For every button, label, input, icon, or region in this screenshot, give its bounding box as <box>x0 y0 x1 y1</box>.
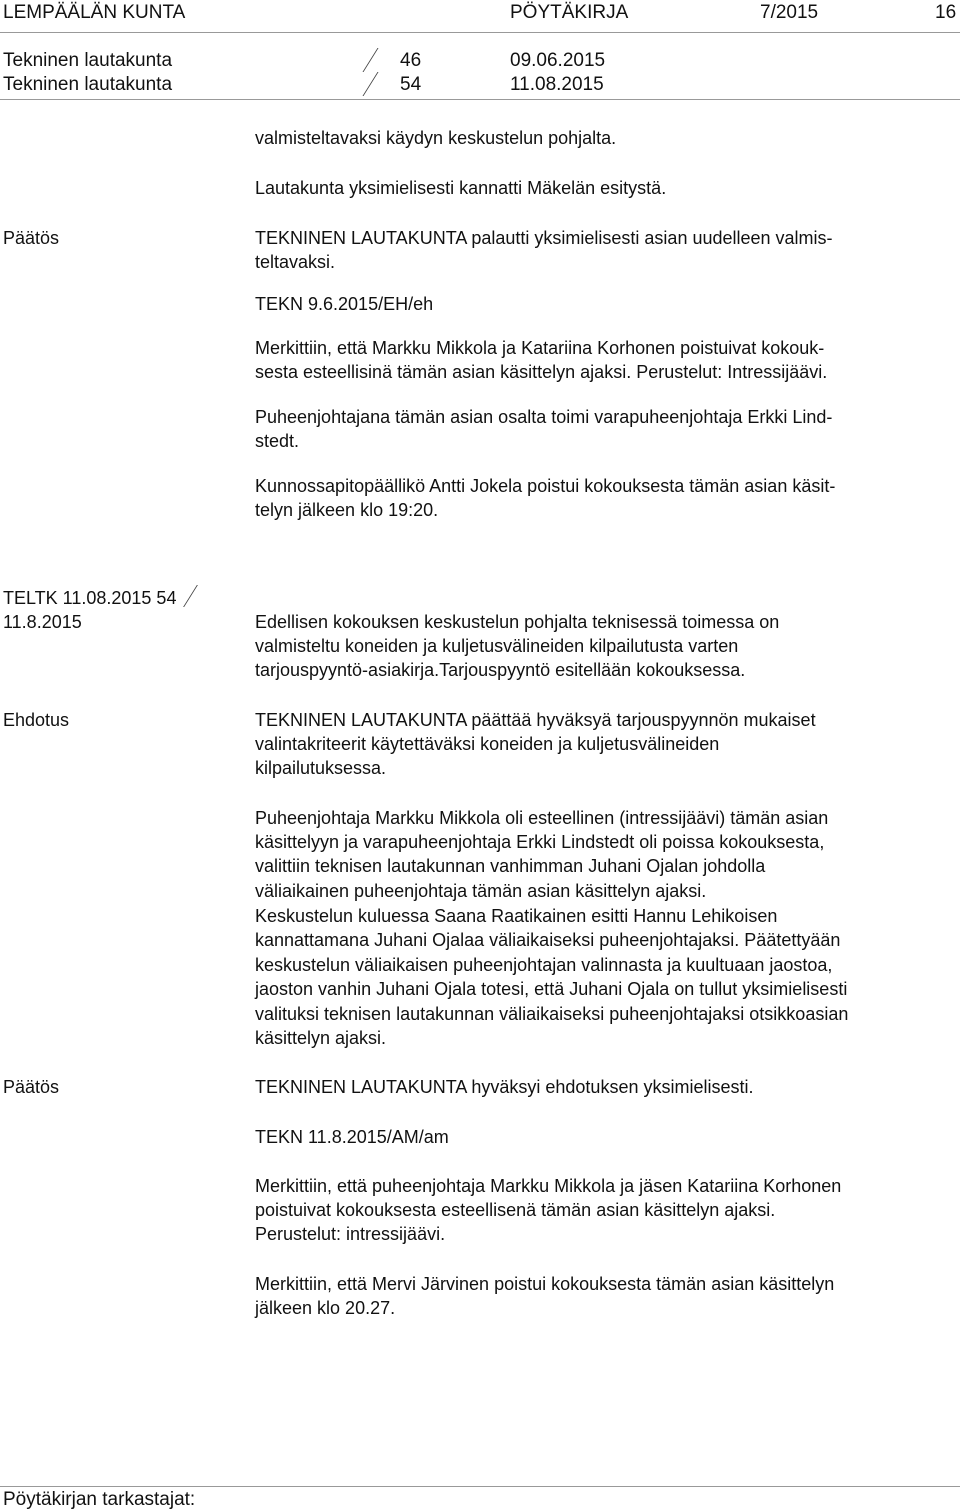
proposal-label: Ehdotus <box>3 710 70 730</box>
page-number: 16 <box>935 2 957 23</box>
prev-text-line: sesta esteellisinä tämän asian käsittelyn ajaksi. Perustelut: Intressijäävi. <box>255 362 828 382</box>
note-line: Merkittiin, että puheenjohtaja Markku Mikkola ja jäsen Katariina Korhonen <box>255 1176 842 1196</box>
background-line: valmisteltu koneiden ja kuljetusvälineiden kilpailutusta varten <box>255 636 739 656</box>
chair-line: valittiin teknisen lautakunnan vanhimman Juhani Ojalan johdolla <box>255 856 766 876</box>
chair-line: Keskustelun kuluessa Saana Raatikainen esitti Hannu Lehikoisen <box>255 906 778 926</box>
header-rule <box>0 32 960 33</box>
decision-reference: TEKN 11.8.2015/AM/am <box>255 1127 449 1147</box>
note-line: poistuivat kokouksesta esteellisenä tämän asian käsittelyn ajaksi. <box>255 1200 776 1220</box>
meta-section: 54 <box>400 74 422 95</box>
chair-line: käsittelyn ajaksi. <box>255 1028 387 1048</box>
prev-decision-label: Päätös <box>3 228 60 248</box>
proposal-line: TEKNINEN LAUTAKUNTA päättää hyväksyä tarjouspyynnön mukaiset <box>255 710 816 730</box>
item-heading: TELTK 11.08.2015 54 <box>3 588 177 608</box>
prev-text-line: Kunnossapitopäällikö Antti Jokela poistui kokouksesta tämän asian käsit- <box>255 476 836 496</box>
note-line: Merkittiin, että Mervi Järvinen poistui kokouksesta tämän asian käsittelyn <box>255 1274 835 1294</box>
municipality-name: LEMPÄÄLÄN KUNTA <box>3 2 186 23</box>
footer-rule <box>0 1486 960 1487</box>
prev-reference: TEKN 9.6.2015/EH/eh <box>255 294 434 314</box>
document-type: PÖYTÄKIRJA <box>510 2 629 23</box>
meta-date: 09.06.2015 <box>510 50 606 71</box>
meta-rule <box>0 99 960 100</box>
prev-text-line: teltavaksi. <box>255 252 336 272</box>
note-line: Perustelut: intressijäävi. <box>255 1224 446 1244</box>
prev-text-line: Lautakunta yksimielisesti kannatti Mäkelän esitystä. <box>255 178 667 198</box>
prev-text-line: Merkittiin, että Markku Mikkola ja Katariina Korhonen poistuivat kokouk- <box>255 338 825 358</box>
proposal-line: valintakriteerit käytettäväksi koneiden ja kuljetusvälineiden <box>255 734 720 754</box>
proposal-line: kilpailutuksessa. <box>255 758 387 778</box>
prev-text-line: Puheenjohtajana tämän asian osalta toimi varapuheenjohtaja Erkki Lind- <box>255 407 833 427</box>
decision-label: Päätös <box>3 1077 60 1097</box>
prev-text-line: stedt. <box>255 431 300 451</box>
meta-section: 46 <box>400 50 422 71</box>
prev-text-line: valmisteltavaksi käydyn keskustelun pohjalta. <box>255 128 617 148</box>
prev-text-line: telyn jälkeen klo 19:20. <box>255 500 439 520</box>
chair-line: valituksi teknisen lautakunnan väliaikaiseksi puheenjohtajaksi otsikkoasian <box>255 1004 849 1024</box>
meta-body: Tekninen lautakunta <box>3 74 173 95</box>
item-heading-date: 11.8.2015 <box>3 612 82 632</box>
chair-line: keskustelun väliaikaisen puheenjohtajan valinnasta ja kuultuaan jaostoa, <box>255 955 833 975</box>
meta-date: 11.08.2015 <box>510 74 604 95</box>
reviewers-label: Pöytäkirjan tarkastajat: <box>3 1489 196 1510</box>
chair-line: väliaikainen puheenjohtaja tämän asian käsittelyn ajaksi. <box>255 881 707 901</box>
section-separator <box>363 72 379 96</box>
chair-line: käsittelyyn ja varapuheenjohtaja Erkki Lindstedt oli poissa kokouksesta, <box>255 832 825 852</box>
decision-text: TEKNINEN LAUTAKUNTA hyväksyi ehdotuksen yksimielisesti. <box>255 1077 754 1097</box>
prev-text-line: TEKNINEN LAUTAKUNTA palautti yksimielisesti asian uudelleen valmis- <box>255 228 833 248</box>
chair-line: Puheenjohtaja Markku Mikkola oli esteellinen (intressijäävi) tämän asian <box>255 808 829 828</box>
chair-line: jaoston vanhin Juhani Ojala totesi, että Juhani Ojala on tullut yksimielisesti <box>255 979 848 999</box>
chair-line: kannattamana Juhani Ojalaa väliaikaiseksi puheenjohtajaksi. Päätettyään <box>255 930 841 950</box>
section-separator <box>183 585 198 607</box>
meta-body: Tekninen lautakunta <box>3 50 173 71</box>
section-separator <box>363 48 379 72</box>
background-line: Edellisen kokouksen keskustelun pohjalta teknisessä toimessa on <box>255 612 780 632</box>
background-line: tarjouspyyntö-asiakirja.Tarjouspyyntö esitellään kokouksessa. <box>255 660 746 680</box>
note-line: jälkeen klo 20.27. <box>255 1298 396 1318</box>
document-number: 7/2015 <box>760 2 819 23</box>
